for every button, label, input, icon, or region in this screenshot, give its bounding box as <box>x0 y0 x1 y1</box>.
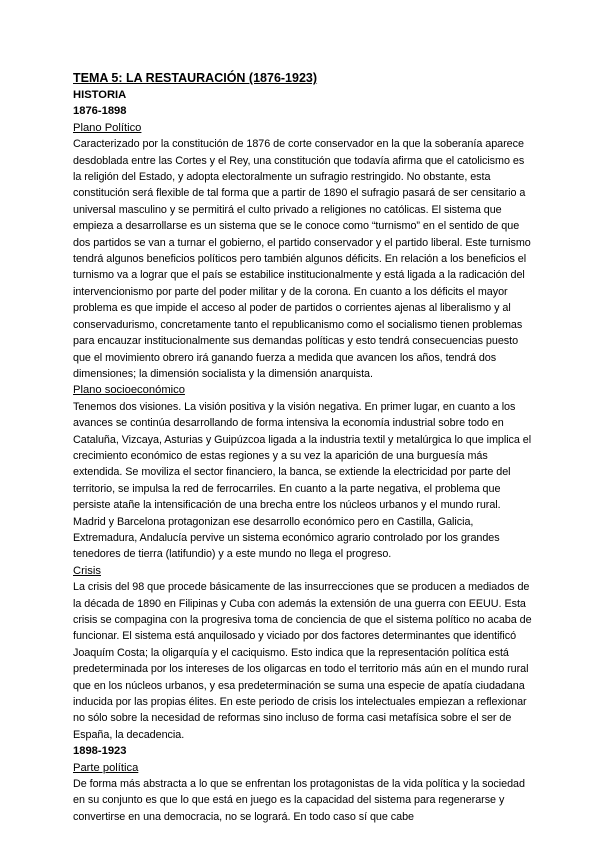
subject-heading: HISTORIA <box>73 89 127 101</box>
paragraph-crisis: La crisis del 98 que procede básicamente de las insurrecciones que se producen a mediados de la década de 1890 en Filipinas y Cuba con además la extensión de una guerra con EEUU. Esta crisis se compagina con la progresiva toma de conciencia de que el sistema político no acaba de funcionar. El sistema está anquilosado y viciado por dos factores determinantes que identificó Joaquím Costa; la oligarquía y el caciquismo. Esto indica que la representación política está predeterminada por los intereses de los oligarcas en todo el territorio más aún en el mundo rural que en los núcleos urbanos, y esa predeterminación se suma una especie de apatía ciudadana inducida por las propias élites. En este periodo de crisis los intelectuales empiezan a reflexionar no sólo sobre la necesidad de reformas sino incluso de forma casi metafísica sobre el ser de España, la decadencia. <box>73 581 532 741</box>
paragraph-plano-socioeconomico: Tenemos dos visiones. La visión positiva y la visión negativa. En primer lugar, en cuanto a los avances se continúa desarrollando de forma intensiva la economía industrial sobre todo en Cataluña, Vizcaya, Asturias y Guipúzcoa ligada a la industria textil y metalúrgica lo que implica el crecimiento económico de estas regiones y a su vez la aparición de una burguesía más extendida. Se moviliza el sector financiero, la banca, se extiende la electricidad por parte del territorio, se impulsa la red de ferrocarriles. En cuanto a la parte negativa, el problema que persiste atañe la intensificación de una brecha entre los núcleos urbanos y el mundo rural. Madrid y Barcelona protagonizan ese desarrollo económico pero en Castilla, Galicia, Extremadura, Andalucía pervive un sistema económico agrario controlado por los grandes tenedores de tierra (latifundio) y a este mundo no llega el progreso. <box>73 400 532 561</box>
paragraph-plano-politico: Caracterizado por la constitución de 1876 de corte conservador en la que la soberanía aparece desdoblada entre las Cortes y el Rey, una constitución que todavía afirma que el catolicismo es la religión del Estado, y adopta electoralmente un sufragio restringido. No obstante, esta constitución será flexible de tal forma que a partir de 1890 el sufragio pasará de ser censitario a universal masculino y se permitirá el culto privado a religiones no católicas. El sistema que empieza a desarrollarse es un sistema que se le conoce como “turnismo” en el sentido de que dos partidos se van a turnar el gobierno, el partido conservador y el partido liberal. Este turnismo tendrá algunos beneficios políticos pero también algunos déficits. En relación a los beneficios el turnismo va a lograr que el país se estabilice institucionalmente y está ligada a la radicación del intervencionismo por parte del poder militar y de la corona. En cuanto a los déficits el mayor problema es que impide el acceso al poder de partidos o corrientes ajenas al liberalismo y al conservadurismo, concretamente tanto el republicanismo como el socialismo tienen problemas para encauzar institucionalmente sus demandas políticas y esto tendrá consecuencias puesto que el movimiento obrero irá ganando fuerza a medida que avancen los años, tendrá dos dimensiones; la dimensión socialista y la dimensión anarquista. <box>73 138 531 380</box>
document-page <box>73 70 533 825</box>
section-heading-plano-socioeconomico: Plano socioeconómico <box>73 384 185 397</box>
section-heading-crisis: Crisis <box>73 564 101 577</box>
document-title: TEMA 5: LA RESTAURACIÓN (1876-1923) <box>73 71 318 85</box>
paragraph-parte-politica: De forma más abstracta a lo que se enfrentan los protagonistas de la vida política y la sociedad en su conjunto es que lo que está en juego es la capacidad del sistema para regenerarse y convertirse en una democracia, no se logrará. En todo caso sí que cabe <box>73 778 525 823</box>
period-heading-1898-1923: 1898-1923 <box>73 745 127 758</box>
section-heading-parte-politica: Parte política <box>73 761 139 774</box>
period-heading-1876-1898: 1876-1898 <box>73 105 127 118</box>
section-heading-plano-politico: Plano Político <box>73 121 142 134</box>
